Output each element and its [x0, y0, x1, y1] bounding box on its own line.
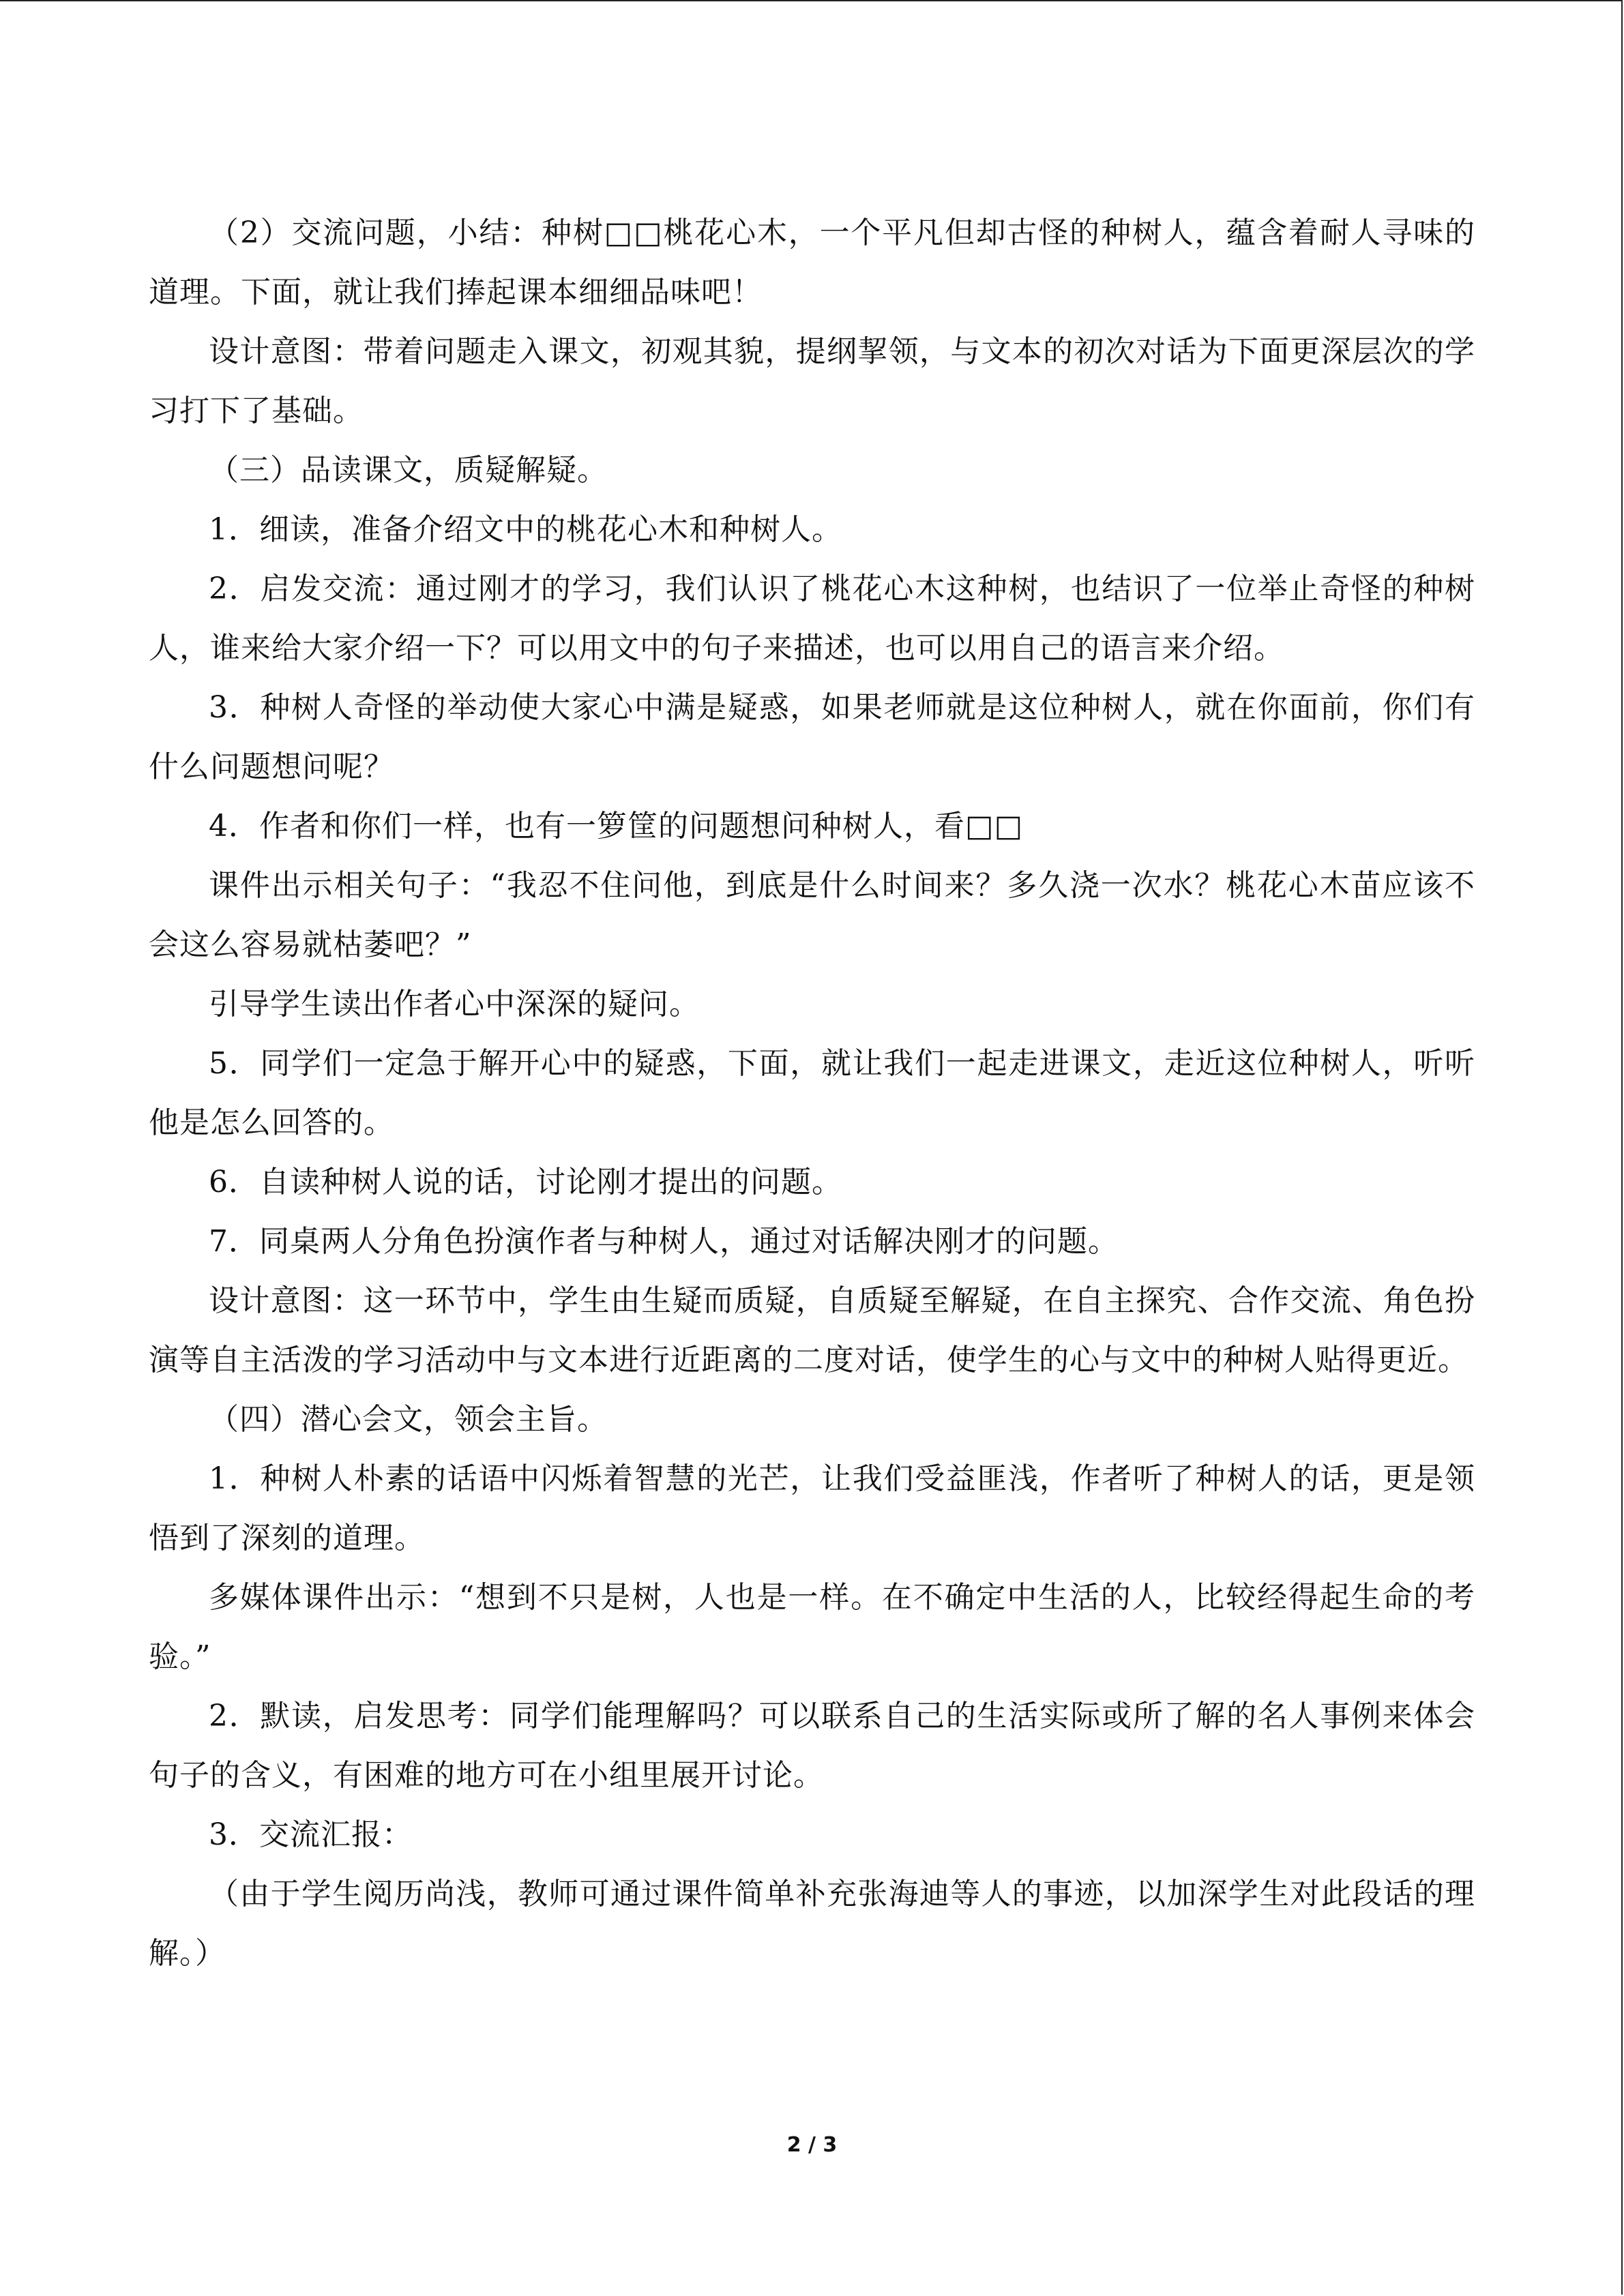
paragraph-step-6: 6．自读种树人说的话，讨论刚才提出的问题。	[209, 1165, 842, 1199]
paragraph-step-5: 5．同学们一定急于解开心中的疑惑，下面，就让我们一起走进课文，走近这位种树人，听听他是怎么回答的。	[149, 1046, 1475, 1140]
paragraph-step-3: 3．种树人奇怪的举动使大家心中满是疑惑，如果老师就是这位种树人，就在你面前，你们有什么问题想问呢？	[149, 690, 1475, 784]
section-heading-3: （三）品读课文，质疑解疑。	[209, 453, 608, 488]
page-number: 2 / 3	[786, 2133, 838, 2157]
paragraph-design-intent-2: 设计意图：这一环节中，学生由生疑而质疑，自质疑至解疑，在自主探究、合作交流、角色扮演等自主活泼的学习活动中与文本进行近距离的二度对话，使学生的心与文中的种树人贴得更近。	[149, 1283, 1475, 1377]
paragraph-exchange-summary: （2）交流问题，小结：种树□□桃花心木，一个平凡但却古怪的种树人，蕴含着耐人寻味的道理。下面，就让我们捧起课本细细品味吧！	[149, 215, 1475, 310]
paragraph-theme-step-2: 2．默读，启发思考：同学们能理解吗？可以联系自己的生活实际或所了解的名人事例来体会句子的含义，有困难的地方可在小组里展开讨论。	[149, 1699, 1475, 1793]
paragraph-step-2: 2．启发交流：通过刚才的学习，我们认识了桃花心木这种树，也结识了一位举止奇怪的种树人，谁来给大家介绍一下？可以用文中的句子来描述，也可以用自己的语言来介绍。	[149, 571, 1475, 666]
paragraph-step-7: 7．同桌两人分角色扮演作者与种树人，通过对话解决刚才的问题。	[209, 1224, 1119, 1259]
paragraph-note: （由于学生阅历尚浅，教师可通过课件简单补充张海迪等人的事迹，以加深学生对此段话的理解。）	[149, 1877, 1475, 1971]
document-body	[149, 203, 1475, 1983]
paragraph-multimedia-quote: 多媒体课件出示：“想到不只是树，人也是一样。在不确定中生活的人，比较经得起生命的考验。”	[149, 1580, 1475, 1674]
section-heading-4: （四）潜心会文，领会主旨。	[209, 1402, 608, 1437]
paragraph-step-4: 4．作者和你们一样，也有一箩筐的问题想问种树人，看□□	[209, 809, 1024, 844]
paragraph-step-1: 1．细读，准备介绍文中的桃花心木和种树人。	[209, 512, 842, 547]
paragraph-theme-step-3: 3．交流汇报：	[209, 1817, 413, 1852]
paragraph-courseware-quote: 课件出示相关句子：“我忍不住问他，到底是什么时间来？多久浇一次水？桃花心木苗应该不会这么容易就枯萎吧？”	[149, 868, 1475, 962]
paragraph-theme-step-1: 1．种树人朴素的话语中闪烁着智慧的光芒，让我们受益匪浅，作者听了种树人的话，更是领悟到了深刻的道理。	[149, 1461, 1475, 1555]
paragraph-design-intent-1: 设计意图：带着问题走入课文，初观其貌，提纲挈领，与文本的初次对话为下面更深层次的学习打下了基础。	[149, 334, 1475, 428]
paragraph-guide-reading: 引导学生读出作者心中深深的疑问。	[209, 987, 700, 1022]
